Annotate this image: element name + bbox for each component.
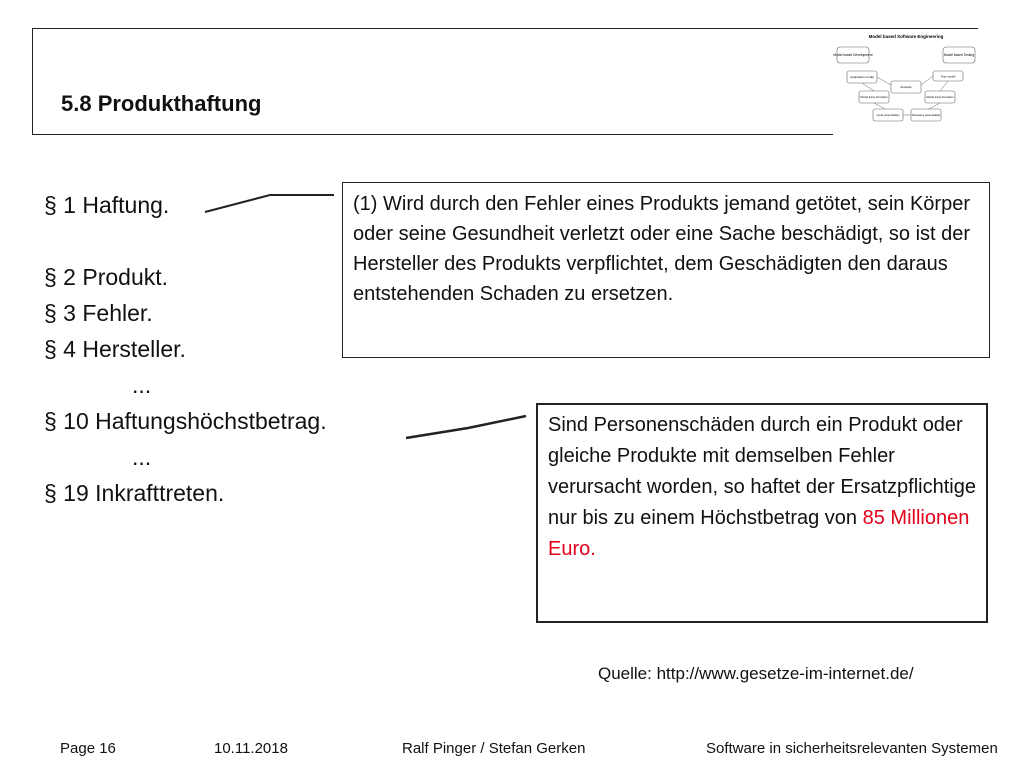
paragraph-2: § 2 Produkt. bbox=[44, 264, 169, 290]
callout-haftungshoechstbetrag bbox=[536, 403, 988, 623]
diagram-test-model-label: Test model bbox=[940, 74, 956, 79]
diagram-mbt-label: Model based Testing bbox=[943, 53, 975, 57]
footer-authors: Ralf Pinger / Stefan Gerken bbox=[402, 740, 586, 757]
connector-2 bbox=[406, 416, 526, 438]
diagram-mbd-label: Model based Development bbox=[833, 53, 873, 57]
header-box bbox=[32, 28, 978, 135]
callout-haftung-text: (1) Wird durch den Fehler eines Produkts jemand getötet, sein Körper oder seine Gesundheit verletzt oder eine Sache beschädigt, so ist der Hersteller des Produkts verpflichtet, dem Geschädigten den daraus entstehenden Schaden zu ersetzen. bbox=[353, 193, 971, 305]
paragraph-3: § 3 Fehler. bbox=[44, 300, 153, 326]
footer-course: Software in sicherheitsrelevanten Systemen bbox=[706, 740, 998, 757]
paragraph-19: § 19 Inkrafttreten. bbox=[44, 480, 225, 506]
callout-haftung bbox=[342, 182, 990, 358]
mbse-diagram bbox=[833, 29, 979, 135]
paragraph-4: § 4 Hersteller. bbox=[44, 336, 186, 362]
connector-1 bbox=[205, 195, 334, 212]
diagram-application-model-label: Application model bbox=[850, 75, 874, 79]
source-link[interactable]: Quelle: http://www.gesetze-im-internet.de/ bbox=[598, 664, 914, 683]
diagram-code-label: Code (executable) bbox=[876, 113, 900, 117]
callout-haftungshoechstbetrag-text: Sind Personenschäden durch ein Produkt oder gleiche Produkte mit demselben Fehler verursacht worden, so haftet der Ersatzpflichtige nur bis zu einem Höchstbetrag von bbox=[548, 414, 976, 529]
ellipsis-1: ... bbox=[132, 372, 152, 398]
paragraph-10: § 10 Haftungshöchstbetrag. bbox=[44, 408, 327, 434]
ellipsis-2: ... bbox=[132, 444, 152, 470]
diagram-testcases-label: Testcases (executable) bbox=[911, 113, 941, 117]
diagram-transformation-left-label: Model trans-formation bbox=[860, 95, 888, 99]
diagram-title: Model based Software Engineering bbox=[868, 34, 944, 39]
footer-page: Page 16 bbox=[60, 740, 116, 757]
paragraph-1: § 1 Haftung. bbox=[44, 192, 170, 218]
footer-date: 10.11.2018 bbox=[214, 740, 288, 757]
highlight-amount: 85 Millionen Euro. bbox=[548, 507, 970, 560]
diagram-transformation-right-label: Model trans-formation bbox=[926, 95, 954, 99]
diagram-analysis-label: Analysis bbox=[900, 85, 912, 89]
slide-title: 5.8 Produkthaftung bbox=[61, 91, 262, 116]
